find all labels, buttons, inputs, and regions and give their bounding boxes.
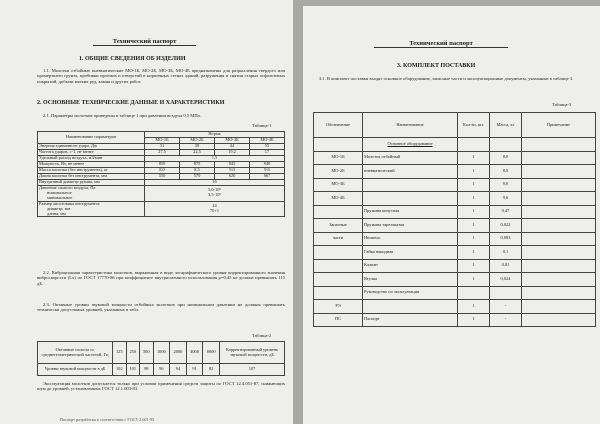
spare-name: Гайка накидная bbox=[363, 246, 458, 260]
item-name bbox=[363, 192, 458, 206]
parameter-name: Масса молотка (без инструмента), кг bbox=[38, 168, 145, 174]
pressure-nominal-value: 5,0·10⁵ bbox=[208, 187, 221, 193]
item-code: МО-1Б bbox=[314, 151, 363, 165]
qty-header: Кол-во, шт. bbox=[458, 113, 490, 138]
item-name: пневматический bbox=[363, 165, 458, 179]
parameter-value: 22,5 bbox=[180, 150, 215, 156]
designation-header: Обозначение bbox=[314, 113, 363, 138]
model-header: МО-2Б bbox=[180, 138, 215, 144]
frequency-value: 4000 bbox=[186, 342, 203, 364]
parameter-name: Удельный расход воздуха, м3/мин bbox=[38, 156, 145, 162]
spare-mass: 0,47 bbox=[490, 205, 522, 219]
sound-power-table bbox=[37, 341, 285, 376]
level-value: 82 bbox=[203, 364, 220, 376]
item-qty: 1 bbox=[458, 151, 490, 165]
parameter-name: Частота ударов, с-1, не менее bbox=[38, 150, 145, 156]
section-3-text: 3.1. В комплект поставки входят основное оборудование, запасные части и эксплуатационные документы, указанные в таблице 3. bbox=[319, 76, 574, 81]
level-value: 94 bbox=[170, 364, 187, 376]
parameter-value: 620 bbox=[215, 174, 250, 180]
table-row bbox=[314, 300, 596, 314]
parameter-value: 8,0 bbox=[145, 168, 180, 174]
spare-qty: 1 bbox=[458, 205, 490, 219]
doc-name: Паспорт bbox=[363, 313, 458, 327]
table-row bbox=[314, 192, 596, 206]
level-value: 91 bbox=[186, 364, 203, 376]
right-header: Технический паспорт bbox=[374, 40, 508, 48]
parameter-value: 845 bbox=[215, 162, 250, 168]
item-qty: 1 bbox=[458, 178, 490, 192]
parameter-value: 31 bbox=[145, 144, 180, 150]
model-header: МО-3Б bbox=[215, 138, 250, 144]
corrected-level-label: Корректированный уровень звуковой мощности, дБ bbox=[220, 342, 285, 364]
model-header: МО-1Б bbox=[145, 138, 180, 144]
left-page bbox=[0, 0, 293, 424]
parameter-value bbox=[145, 201, 285, 217]
frequency-value: 8000 bbox=[203, 342, 220, 364]
spare-qty: 1 bbox=[458, 273, 490, 287]
table-row bbox=[38, 201, 285, 217]
item-mass: 9,6 bbox=[490, 192, 522, 206]
item-qty: 1 bbox=[458, 165, 490, 179]
frequency-value: 2000 bbox=[170, 342, 187, 364]
doc-mass bbox=[490, 286, 522, 300]
doc-qty: 1 bbox=[458, 313, 490, 327]
parameter-value: 550 bbox=[145, 174, 180, 180]
corrected-level-value: 107 bbox=[220, 364, 285, 376]
parameter-value bbox=[145, 186, 285, 202]
parameter-name bbox=[38, 186, 145, 202]
table-row bbox=[314, 151, 596, 165]
doc-qty bbox=[458, 286, 490, 300]
doc-name: Руководство по эксплуатации bbox=[363, 286, 458, 300]
right-page bbox=[303, 6, 600, 424]
shank-diameter-label: диаметр, мм bbox=[47, 205, 71, 211]
item-mass: 8,0 bbox=[490, 151, 522, 165]
pressure-min-label: минимальное bbox=[47, 194, 73, 200]
spare-name: Клапан bbox=[363, 259, 458, 273]
paragraph-2-2: 2.2. Вибрационная характеристика молотков, выраженная в виде логарифмического уровня корректированного значения виброскорости (Lu) по ГОСТ 17770-86 при коэффициенте внутрисменного использования р=0,45 не должна превышать 115 дБ. bbox=[37, 270, 285, 286]
table-row bbox=[38, 364, 285, 376]
shank-length-label: длина, мм bbox=[47, 210, 66, 216]
paragraph-2-3: 2.3. Октавные уровни звуковой мощности отбойных молотков при номинальном давлении не должны превышать технически допустимых уровней, указанных в табл. bbox=[37, 302, 285, 313]
section-2-text: 2.1. Параметры молотков приведены в таблице 1 при давлении воздуха 0,5 МПа. bbox=[43, 113, 201, 118]
table-row bbox=[314, 313, 596, 327]
doc-qty: 1 bbox=[458, 300, 490, 314]
parameter-value: 55 bbox=[250, 144, 285, 150]
frequency-value: 250 bbox=[126, 342, 140, 364]
parameter-value: 19,2 bbox=[215, 150, 250, 156]
parameter-value: 1,5 bbox=[145, 156, 285, 162]
level-value: 101 bbox=[126, 364, 140, 376]
level-value: 96 bbox=[153, 364, 170, 376]
level-value: 98 bbox=[140, 364, 154, 376]
spare-qty: 1 bbox=[458, 232, 490, 246]
frequency-value: 500 bbox=[140, 342, 154, 364]
doc-code bbox=[314, 286, 363, 300]
frequency-value: 125 bbox=[113, 342, 127, 364]
shank-label: Размер хвостовика инструмента: bbox=[39, 200, 101, 206]
group-title: Основное оборудование bbox=[363, 138, 458, 152]
left-header: Технический паспорт bbox=[93, 38, 196, 46]
parameter-value: 667 bbox=[250, 174, 285, 180]
parameter-value: 9,6 bbox=[250, 168, 285, 174]
table-row bbox=[314, 219, 596, 233]
frequency-label: Октавные полосы со среднегеометрической частотой, Гц bbox=[38, 342, 113, 364]
table-row bbox=[314, 138, 596, 152]
table-2-caption: Таблица-2 bbox=[252, 333, 272, 338]
item-qty: 1 bbox=[458, 192, 490, 206]
left-footer: Паспорт разработан в соответствии с ГОСТ 2.601-95 bbox=[60, 417, 155, 422]
pressure-label: Давление сжатого воздуха, Па bbox=[39, 185, 96, 190]
parameter-value: 27,5 bbox=[145, 150, 180, 156]
parameter-value: 44 bbox=[215, 144, 250, 150]
doc-name bbox=[363, 300, 458, 314]
note-header: Примечание bbox=[522, 113, 596, 138]
table-row bbox=[38, 342, 285, 364]
table-row bbox=[314, 259, 596, 273]
table-row bbox=[314, 178, 596, 192]
table-row bbox=[314, 165, 596, 179]
doc-code: ПС bbox=[314, 313, 363, 327]
parameter-name: Энергия единичного удара, Дж bbox=[38, 144, 145, 150]
table-row bbox=[314, 286, 596, 300]
table-1-name-header: Наименование параметров bbox=[38, 132, 145, 144]
table-row bbox=[314, 246, 596, 260]
section-1-text: 1.1. Молотки отбойные пневматические МО-1Б, МО-2Б, МО-3Б, МО-4Б предназначены для разрыхления твердого или промерзшего грунта, пробивки проемов и отверстий в кирпичных стенах зданий, разрушения и снятия старых асфальтовых покрытий, добычи мягких руд, камня и других работ. bbox=[37, 68, 285, 84]
table-header-row bbox=[314, 113, 596, 138]
item-code: МО-2Б bbox=[314, 165, 363, 179]
table-row bbox=[314, 205, 596, 219]
spare-label: части bbox=[314, 232, 363, 246]
spare-mass: 0,024 bbox=[490, 273, 522, 287]
parameter-name: Внутренний диаметр рукава, мм bbox=[38, 180, 145, 186]
spare-qty: 1 bbox=[458, 259, 490, 273]
item-code: МО-3Б bbox=[314, 178, 363, 192]
table-row bbox=[314, 232, 596, 246]
mass-header: Масса, кг bbox=[490, 113, 522, 138]
parameter-value: 17 bbox=[250, 150, 285, 156]
parameter-value: 16 bbox=[145, 180, 285, 186]
parameter-name bbox=[38, 201, 145, 217]
parameter-value: 850 bbox=[145, 162, 180, 168]
spare-mass: 0,083 bbox=[490, 232, 522, 246]
item-code: МО-4Б bbox=[314, 192, 363, 206]
spare-name: Ниппель bbox=[363, 232, 458, 246]
model-header: МО-4Б bbox=[250, 138, 285, 144]
item-mass: 8,5 bbox=[490, 165, 522, 179]
table-row bbox=[314, 273, 596, 287]
table-3-caption: Таблица-3 bbox=[552, 102, 572, 107]
parameter-value: 940 bbox=[250, 162, 285, 168]
parameter-value: 9,0 bbox=[215, 168, 250, 174]
section-3-title: 3. КОМПЛЕКТ ПОСТАВКИ bbox=[397, 63, 476, 69]
parameter-name: Длина молотка без инструмента, мм bbox=[38, 174, 145, 180]
doc-code: РЭ bbox=[314, 300, 363, 314]
level-label: Уровни звуковой мощности в дБ bbox=[38, 364, 113, 376]
table-1-norm-header: Норма bbox=[145, 132, 285, 138]
parameter-value: 39 bbox=[180, 144, 215, 150]
spare-qty: 1 bbox=[458, 246, 490, 260]
table-1-caption: Таблица-1 bbox=[252, 123, 272, 128]
shank-length-value: 70+1 bbox=[209, 208, 220, 214]
item-name: Молоток отбойный bbox=[363, 151, 458, 165]
spare-name: Пружина тарельчатая bbox=[363, 219, 458, 233]
pressure-nominal-label: номинальное bbox=[47, 189, 72, 195]
table-row bbox=[38, 186, 285, 202]
spare-mass: 0,1 bbox=[490, 246, 522, 260]
item-name bbox=[363, 178, 458, 192]
name-header: Наименование bbox=[363, 113, 458, 138]
section-1-title: 1. ОБЩИЕ СВЕДЕНИЯ ОБ ИЗДЕЛИИ bbox=[79, 56, 186, 62]
parameter-value: 875 bbox=[180, 162, 215, 168]
level-value: 102 bbox=[113, 364, 127, 376]
paragraph-protection: Эксплуатация молотков допускается только при условии применения средств защиты по ГОСТ 12.4.051-87, снижающих шум до уровней, установленных ГОСТ 12.1.003-83. bbox=[37, 381, 285, 392]
item-mass: 9,0 bbox=[490, 178, 522, 192]
doc-mass: - bbox=[490, 300, 522, 314]
section-2-title: 2. ОСНОВНЫЕ ТЕХНИЧЕСКИЕ ДАННЫЕ И ХАРАКТЕРИСТИКИ bbox=[37, 100, 225, 106]
doc-mass: - bbox=[490, 313, 522, 327]
spare-label: Запасные bbox=[314, 219, 363, 233]
frequency-value: 1000 bbox=[153, 342, 170, 364]
spare-mass: 0,01 bbox=[490, 259, 522, 273]
parameter-value: 8,5 bbox=[180, 168, 215, 174]
parameter-value: 570 bbox=[180, 174, 215, 180]
pressure-min-value: 3,5·10⁵ bbox=[208, 192, 221, 198]
shank-diameter-value: 24 bbox=[212, 203, 217, 209]
parameter-name: Мощность, Вт, не менее bbox=[38, 162, 145, 168]
delivery-set-table bbox=[313, 112, 596, 327]
spare-name: Втулка bbox=[363, 273, 458, 287]
spare-name: Пружина конусная bbox=[363, 205, 458, 219]
parameters-table bbox=[37, 131, 285, 217]
spare-mass: 0,022 bbox=[490, 219, 522, 233]
spare-qty: 1 bbox=[458, 219, 490, 233]
